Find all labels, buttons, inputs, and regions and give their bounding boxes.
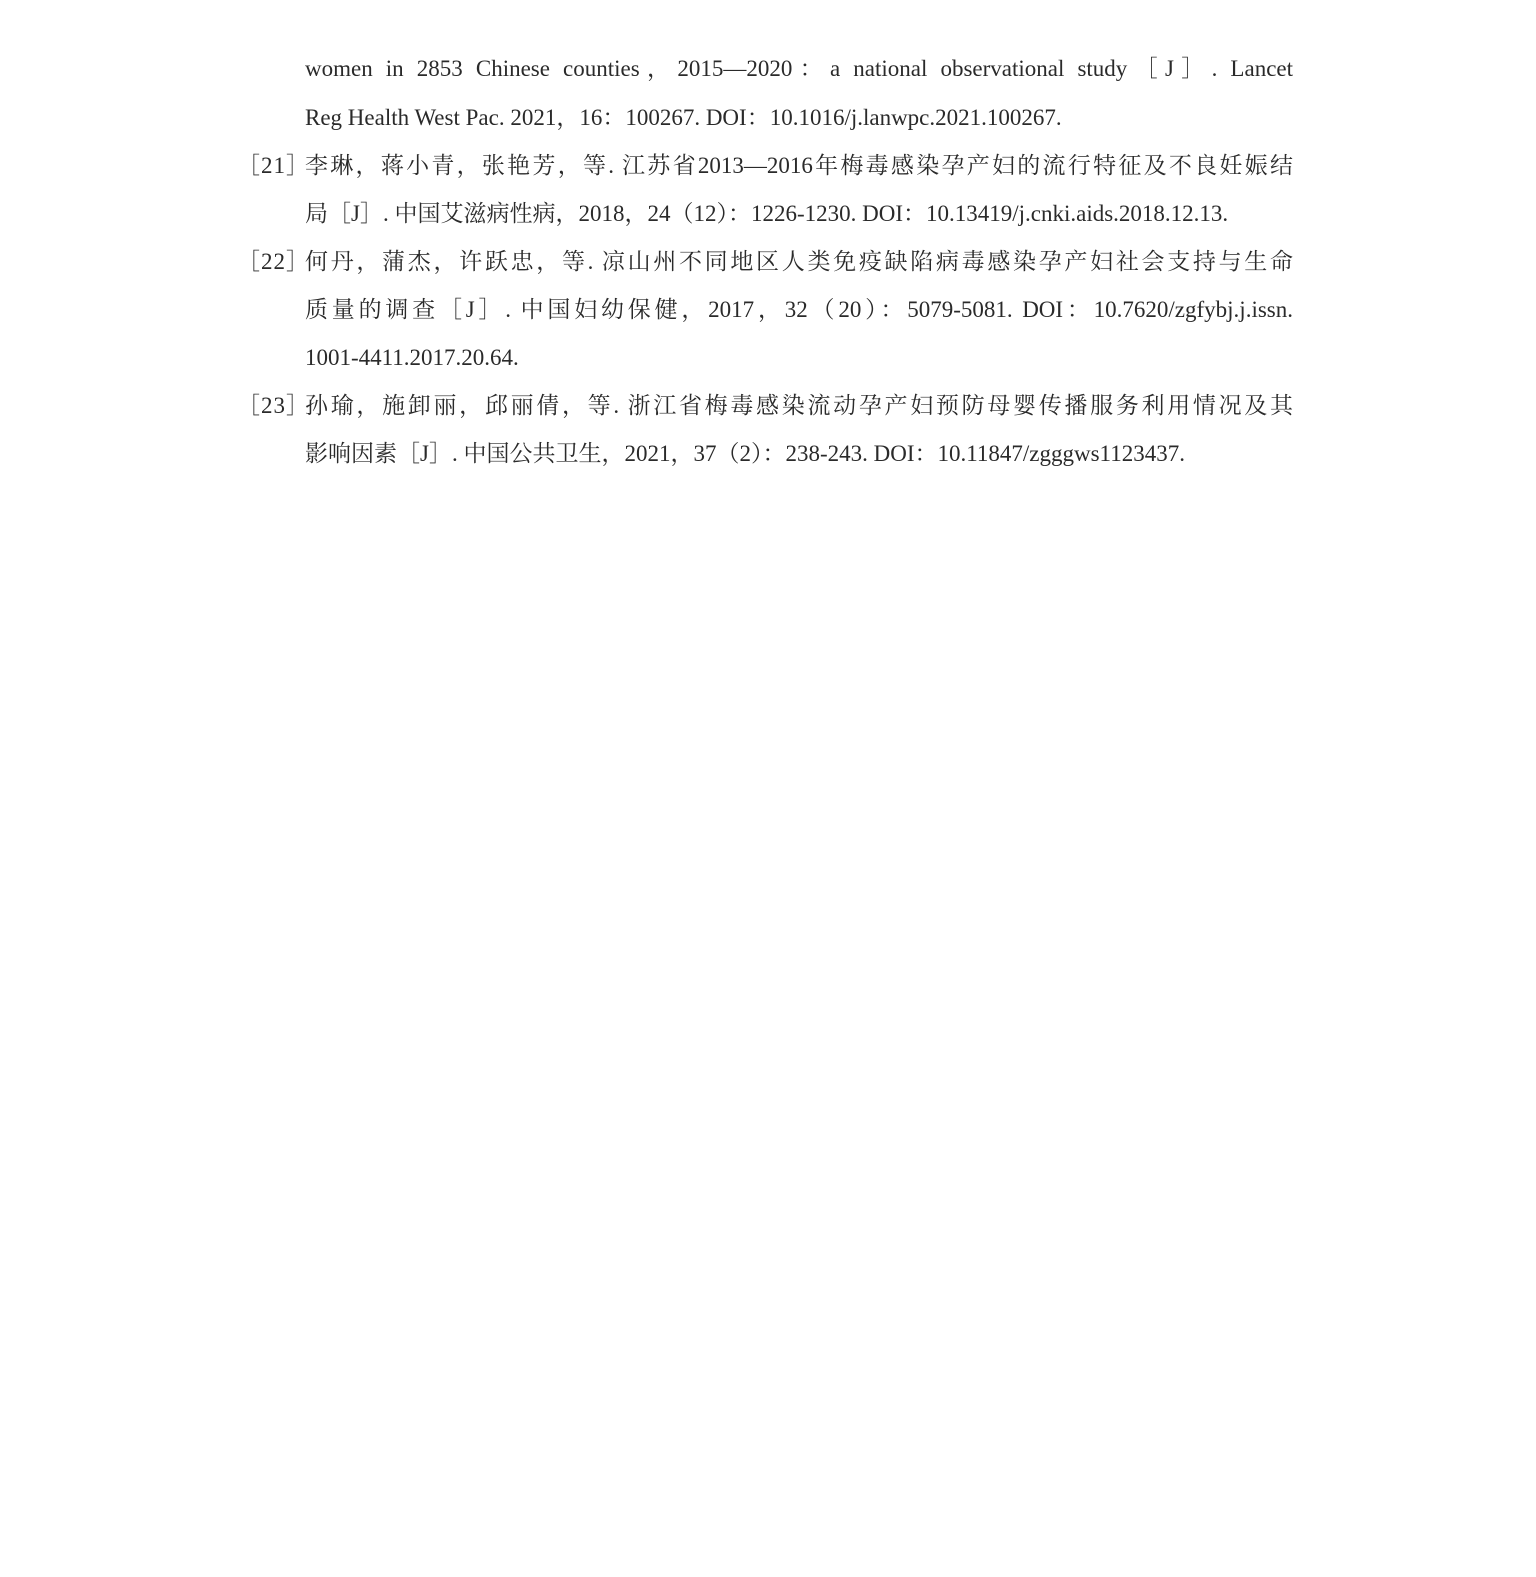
reference-22-line-3 (0, 334, 1536, 382)
reference-text: Reg Health West Pac. 2021，16：100267. DOI：10.1016/j.lanwpc.2021.100267. (305, 105, 1062, 130)
reference-20-line-2 (0, 94, 1536, 142)
reference-21-line-1 (0, 142, 1536, 190)
reference-number: ［23］ (237, 393, 310, 418)
reference-22-line-2 (0, 286, 1536, 334)
reference-21-line-2 (0, 190, 1536, 238)
reference-text: 影响因素［J］. 中国公共卫生，2021，37（2）：238-243. DOI：10.11847/zgggws1123437. (305, 441, 1185, 466)
reference-text: women in 2853 Chinese counties，2015—2020：a national observational study［J］. Lancet (305, 56, 1293, 81)
reference-text: 李琳，蒋小青，张艳芳，等. 江苏省2013—2016年梅毒感染孕产妇的流行特征及不良妊娠结 (305, 153, 1293, 178)
reference-text: 1001-4411.2017.20.64. (305, 345, 519, 370)
reference-text: 质量的调查［J］. 中国妇幼保健，2017，32（20）：5079-5081. DOI：10.7620/zgfybj.j.issn. (305, 297, 1293, 322)
reference-23-line-2 (0, 430, 1536, 478)
reference-number: ［21］ (237, 153, 310, 178)
reference-22-line-1 (0, 238, 1536, 286)
reference-text: 何丹，蒲杰，许跃忠，等. 凉山州不同地区人类免疫缺陷病毒感染孕产妇社会支持与生命 (305, 249, 1293, 274)
reference-text: 局［J］. 中国艾滋病性病，2018，24（12）：1226-1230. DOI：10.13419/j.cnki.aids.2018.12.13. (305, 201, 1229, 226)
reference-23-line-1 (0, 382, 1536, 430)
reference-number: ［22］ (237, 249, 310, 274)
reference-20-line-1 (0, 45, 1536, 93)
reference-text: 孙瑜，施卸丽，邱丽倩，等. 浙江省梅毒感染流动孕产妇预防母婴传播服务利用情况及其 (305, 393, 1293, 418)
